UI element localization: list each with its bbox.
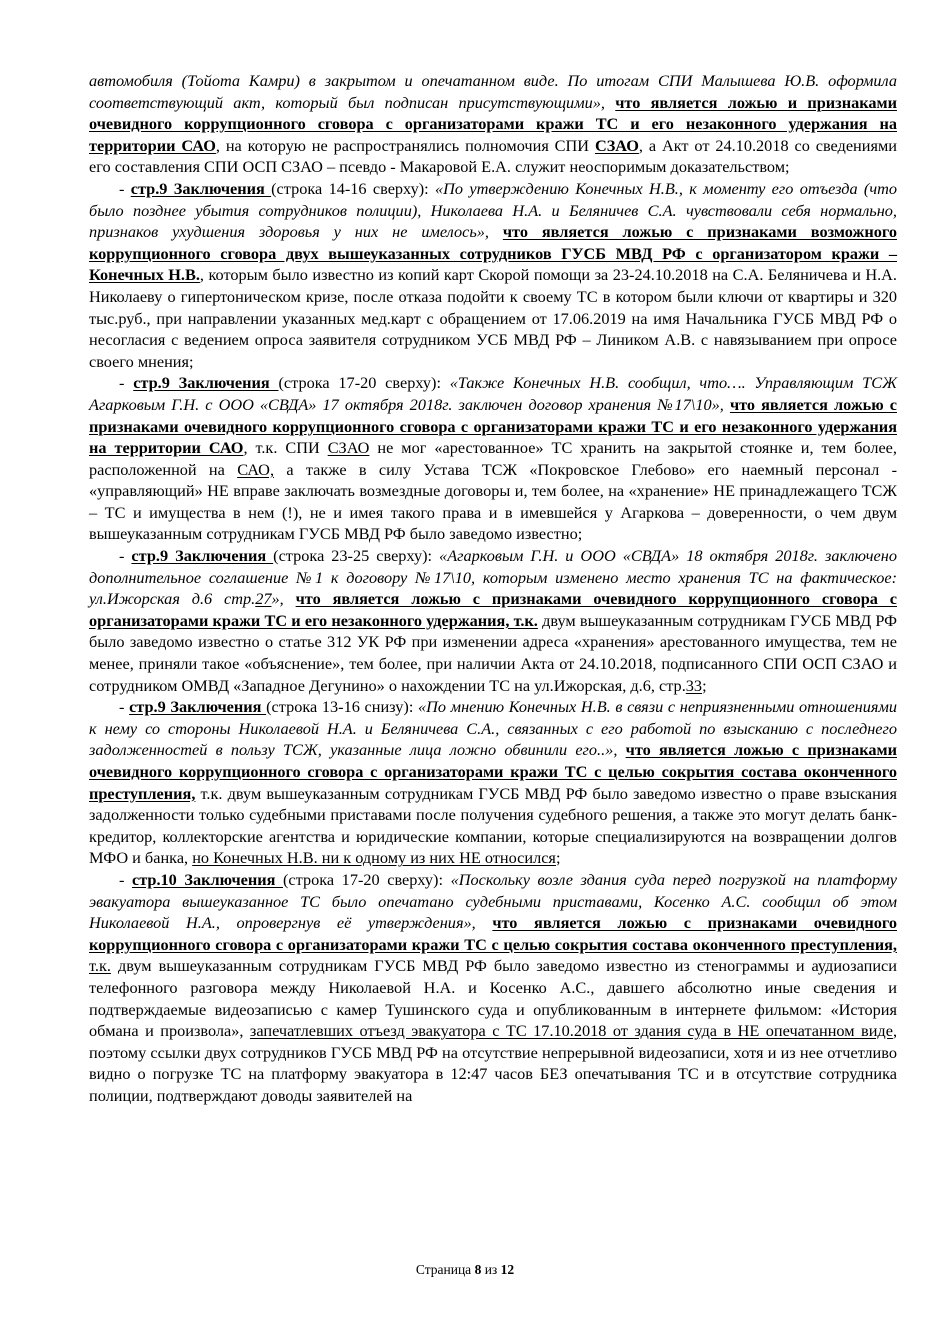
text-run: стр.10 Заключения <box>131 869 283 889</box>
text-run: (строка 13-16 снизу): <box>266 697 418 717</box>
text-run: автомобиля (Тойота Камри) в закрытом и опечатанном виде. По итогам СПИ Малышева Ю.В. оформила соответствующий акт, который был подписан присутствующими», <box>89 71 897 112</box>
text-run: стр.9 Заключения <box>129 697 267 717</box>
text-run: не мог «арестованное» ТС хранить на закрытой стоянке и, тем более, расположенной на <box>89 438 897 479</box>
text-run <box>476 913 493 932</box>
paragraph <box>89 178 897 372</box>
text-run: что является ложью с признаками очевидного коррупционного сговора с организаторами кражи ТС и его незаконного удержания на территории САО <box>89 394 897 458</box>
text-run: (строка 17-20 сверху): <box>278 373 450 393</box>
page-footer <box>0 1262 930 1278</box>
paragraph <box>89 545 897 696</box>
text-run: , на которую не распространялись полномочия СПИ <box>215 135 595 155</box>
text-run: «Агарковым Г.Н. и ООО «СВДА» 18 октября 2018г. заключено дополнительное соглашение №1 к договору №17\10, которым изменено место хранения ТС на фактическое: ул.Ижорская д.6 стр. <box>89 546 897 609</box>
text-run <box>617 740 625 759</box>
text-run <box>284 589 296 608</box>
text-run: 27 <box>255 589 272 609</box>
document-body <box>89 70 897 1107</box>
text-run: стр.9 Заключения <box>131 546 274 566</box>
text-run: , т.к. СПИ <box>243 438 328 458</box>
text-run: двум вышеуказанным сотрудникам ГУСБ МВД РФ было заведомо известно о статье 312 УК РФ при изменении адреса «хранения» арестованного имущества, тем не менее, приняли такое «объяснение», тем более, при наличии Акта от 24.10.2018, подписанного СПИ ОСП СЗАО и сотрудником ОМВД «Западное Дегунино» о нахождении ТС на ул.Ижорская, д.6, стр. <box>89 610 897 695</box>
text-run: но Конечных Н.В. ни к одному из них НЕ относился <box>192 848 556 868</box>
text-run: т.к. двум вышеуказанным сотрудникам ГУСБ МВД РФ было заведомо известно о праве взыскания задолженности только судебными приставами после получения судебного решения, а также это могут делать банк-кредитор, коллекторские агентства и юридические компании, которые специализируются на возвращении долгов МФО и банка, <box>89 783 897 868</box>
text-run: СЗАО <box>594 135 639 155</box>
text-run: «Также Конечных Н.В. сообщил, что…. Управляющим ТСЖ Агарковым Г.Н. с ООО «СВДА» 17 октября 2018г. заключен договор хранения №17\10», <box>89 373 897 414</box>
text-run: - <box>119 178 131 198</box>
text-run: , поэтому ссылки двух сотрудников ГУСБ МВД РФ на отсутствие непрерывной видеозаписи, хотя и из нее отчетливо видно о погрузке ТС на платформу эвакуатора в 12:47 часов БЕЗ опечатывания ТС и в отсутствие сотрудника полиции, подтверждают доводы заявителей на <box>89 1021 898 1105</box>
text-run: что является ложью и признаками очевидного коррупционного сговора с организаторами кражи ТС и его незаконного удержания на территории САО <box>89 92 897 155</box>
text-run: т.к. <box>89 956 111 976</box>
text-run: САО, <box>237 459 275 479</box>
text-run: - <box>119 869 132 889</box>
text-run: , которым было известно из копий карт Скорой помощи за 23-24.10.2018 на С.А. Беляничева и Н.А. Николаеву о гипертоническом кризе, после отказа подойти к своему ТС в котором были ключи от квартиры и 320 тыс.руб., при направлении указанных мед.карт с обращением от 17.06.2019 на имя Начальника ГУСБ МВД РФ о несогласия с ведением опроса заявителя сотрудником УСБ МВД РФ – Лиником А.В. с навязыванием при опросе своего мнения; <box>89 265 897 371</box>
text-run: что является ложью с признаками возможного коррупционного сговора двух вышеуказанных сотрудников ГУСБ МВД РФ с организатором кражи – Конечных Н.В. <box>89 222 897 285</box>
paragraph <box>89 372 897 545</box>
text-run: (строка 23-25 сверху): <box>273 546 440 566</box>
text-run: что является ложью с признаками очевидного коррупционного сговора с организаторами кражи ТС и его незаконного удержания, т.к. <box>89 589 897 630</box>
text-run: , а Акт от 24.10.2018 со сведениями его составления СПИ ОСП СЗАО – псевдо - Макаровой Е.А. служит неоспоримым доказательством; <box>89 135 897 177</box>
text-run: «По мнению Конечных Н.В. в связи с неприязненными отношениями к нему со стороны Николаевой Н.А. и Беляничева С.А., связанных с его работой по взысканию с последнего задолженностей в пользу ТСЖ, указанные лица ложно обвинили его..», <box>89 697 897 760</box>
text-run: (строка 14-16 сверху): <box>271 178 435 198</box>
text-run: что является ложью с признаками очевидного коррупционного сговора с организаторами кражи ТС с целью сокрытия состава оконченного преступления, <box>89 740 897 803</box>
text-run: СЗАО <box>327 438 370 458</box>
text-run: (строка 17-20 сверху): <box>282 869 451 889</box>
text-run: что является ложью с признаками очевидного коррупционного сговора с организаторами кражи ТС с целью сокрытия состава оконченного преступления, <box>89 913 897 954</box>
text-run: - <box>119 697 130 717</box>
text-run: стр.9 Заключения <box>133 373 279 393</box>
text-run: двум вышеуказанным сотрудникам ГУСБ МВД РФ было заведомо известно из стенограммы и аудиозаписи телефонного разговора между Николаевой Н.А. и Косенко А.С., давшего абсолютно иные сведения и подтверждаемые видеозаписью с камер Тушинского суда и опубликованным в интернете фильмом: «История обмана и произвола», <box>89 956 897 1041</box>
text-run <box>489 222 503 241</box>
text-run: », <box>271 589 284 609</box>
paragraph <box>89 696 897 869</box>
footer-middle: из <box>481 1262 501 1277</box>
text-run: ; <box>555 848 561 868</box>
paragraph <box>89 70 897 178</box>
text-run: «Поскольку возле здания суда перед погрузкой на платформу эвакуатора вышеуказанное ТС было опечатано судебными приставами, Косенко А.С. сообщил об этом Николаевой Н.А., опровергнув её утверждения», <box>89 869 898 933</box>
text-run: а также в силу Устава ТСЖ «Покровское Глебово» его наемный персонал - «управляющий» НЕ вправе заключать возмездные договоры и, тем более, на «хранение» НЕ принадлежащего ТСЖ – ТС и имущества в нем (!), не и имея такого права и в имевшейся у Агаркова – доверенности, о чем двум вышеуказанным сотрудникам ГУСБ МВД РФ было заведомо известно; <box>89 459 897 544</box>
footer-page-number: 8 <box>474 1262 482 1277</box>
text-run: - <box>119 373 134 393</box>
text-run: «По утверждению Конечных Н.В., к моменту его отъезда (что было позднее убытия сотрудников полиции), Николаева Н.А. и Беляничев С.А. чувствовали себя нормально, признаков ухудшения здоровья у них не имелось», <box>89 178 898 242</box>
text-run: ; <box>702 675 707 695</box>
text-run: 33 <box>685 675 703 695</box>
footer-prefix: Страница <box>415 1262 475 1277</box>
footer-page-total: 12 <box>500 1262 515 1277</box>
text-run: стр.9 Заключения <box>130 178 272 198</box>
text-run <box>605 93 615 112</box>
text-run: запечатлевших отъезд эвакуатора с ТС 17.10.2018 от здания суда в НЕ опечатанном виде <box>249 1021 893 1041</box>
paragraph <box>89 869 897 1107</box>
text-run: - <box>119 546 132 566</box>
